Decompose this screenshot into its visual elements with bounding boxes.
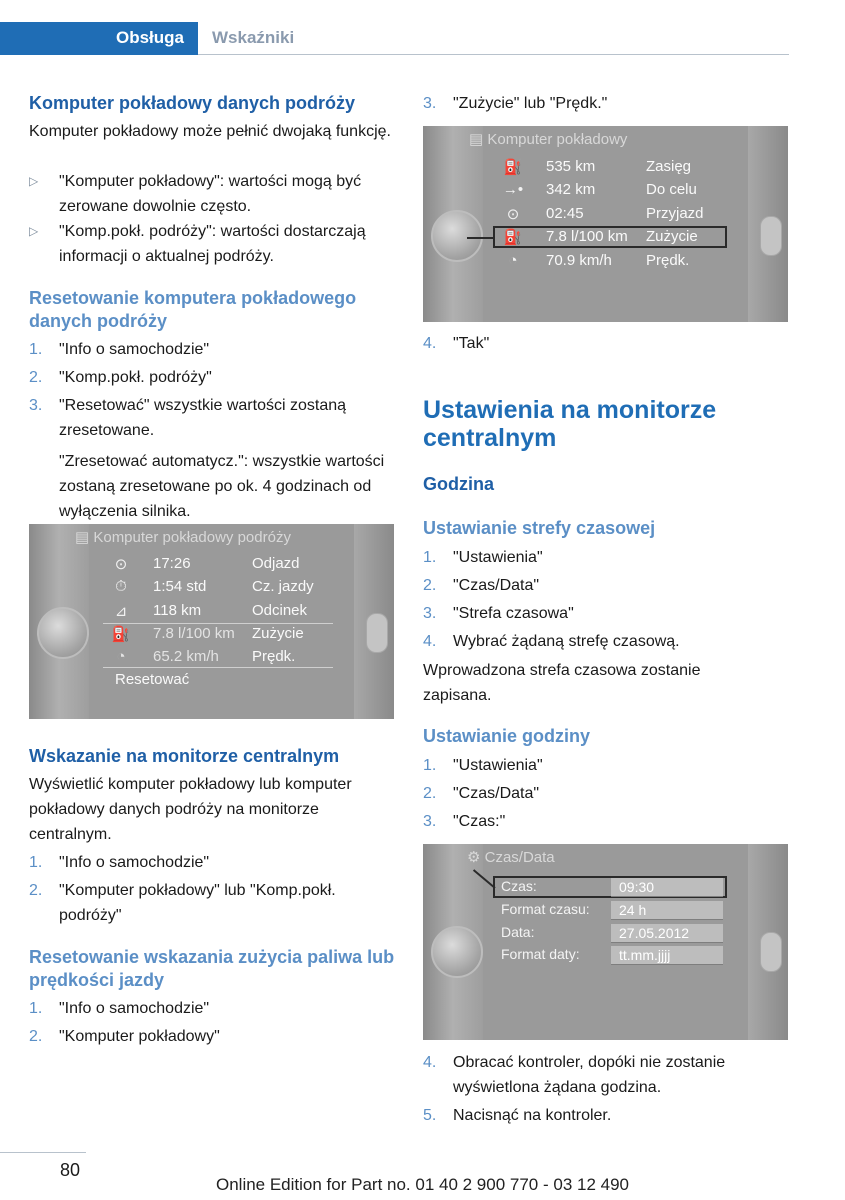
controller-knob-icon	[431, 210, 483, 262]
reset-action[interactable]: Resetować	[115, 671, 190, 688]
footer-divider	[0, 1152, 86, 1153]
stopwatch-icon: ⏱	[115, 578, 127, 595]
menu-icon: ▤	[469, 131, 488, 148]
speedometer-icon: ◔	[116, 648, 126, 665]
list-item: ▷ "Komputer pokładowy": wartości mogą być zerowane dowolnie często.	[29, 169, 396, 219]
date-format-field[interactable]: tt.mm.jjjj	[611, 946, 723, 965]
screen-label: Cz. jazdy	[252, 578, 314, 595]
list-item: 4. Wybrać żądaną strefę czasową.	[423, 633, 680, 650]
list-item: 1. "Info o samochodzie"	[29, 341, 210, 358]
departure-icon: ⊙	[114, 556, 128, 573]
display-steps-list	[29, 850, 396, 928]
side-button-icon	[366, 613, 388, 653]
pointer-line	[467, 237, 495, 239]
step-3	[423, 91, 768, 116]
fuel-pump-icon: ⛽	[503, 229, 523, 246]
section-heading: Ustawienia na monitorze centralnym	[423, 396, 717, 452]
list-item: 1. "Ustawienia"	[423, 549, 543, 566]
screen-label: Do celu	[646, 181, 697, 198]
fuel-pump-icon: ⛽	[111, 626, 131, 643]
trip-bullet-list	[29, 169, 396, 269]
trip-computer-screen	[29, 524, 394, 719]
list-item: 2. "Komp.pokł. podróży"	[29, 369, 212, 386]
screen-title: ▤ Komputer pokładowy podróży	[75, 529, 291, 546]
header-divider	[198, 54, 789, 55]
screen-label: Odjazd	[252, 555, 300, 572]
time-steps-list	[423, 753, 768, 834]
screen-title: ⚙ Czas/Data	[467, 849, 555, 866]
list-item: 5. Nacisnąć na kontroler.	[423, 1107, 612, 1124]
timezone-heading: Ustawianie strefy czasowej	[423, 518, 656, 538]
time-field[interactable]: 09:30	[611, 878, 723, 897]
list-item: 1. "Ustawienia"	[423, 757, 543, 774]
step-4	[423, 331, 768, 356]
list-item: 3. "Resetować" wszystkie wartości zostaną zresetowane.	[29, 397, 347, 439]
screen-value: 65.2 km/h	[153, 648, 219, 665]
onboard-computer-screen	[423, 126, 788, 322]
subsection-heading: Godzina	[423, 474, 494, 494]
tab-obsluga: Obsługa	[0, 22, 198, 55]
field-label: Format czasu:	[501, 901, 590, 917]
list-item: 2. "Komputer pokładowy" lub "Komp.pokł. podróży"	[29, 882, 336, 924]
screen-label: Odcinek	[252, 602, 308, 619]
side-button-icon	[760, 216, 782, 256]
timezone-note: Wprowadzona strefa czasowa zostanie zapisana.	[423, 662, 701, 704]
list-item: 1. "Info o samochodzie"	[29, 1000, 210, 1017]
controller-knob-icon	[37, 607, 89, 659]
bullet-triangle-icon: ▷	[29, 174, 39, 188]
list-item: 2. "Komputer pokładowy"	[29, 1028, 220, 1045]
field-label: Data:	[501, 924, 535, 940]
list-item: 2. "Czas/Data"	[423, 785, 540, 802]
field-label: Czas:	[501, 878, 537, 894]
destination-arrow-icon: →•	[502, 181, 524, 198]
screen-label: Prędk.	[646, 252, 690, 269]
menu-icon: ▤	[75, 529, 94, 546]
screen-label: Zużycie	[252, 625, 304, 642]
trip-computer-heading: Komputer pokładowy danych podróży	[29, 93, 356, 113]
reset-fuel-steps-list	[29, 996, 396, 1049]
screen-value: 118 km	[153, 602, 202, 619]
bullet-triangle-icon: ▷	[29, 224, 39, 238]
time-format-field[interactable]: 24 h	[611, 901, 723, 920]
screen-label: Zasięg	[646, 158, 692, 175]
reset-steps-list	[29, 337, 396, 524]
screen-label: Przyjazd	[646, 205, 704, 222]
fuel-range-icon: ⛽	[503, 159, 523, 176]
list-item: ▷ "Komp.pokł. podróży": wartości dostarczają informacji o aktualnej podróży.	[29, 219, 396, 269]
list-item: 3. "Zużycie" lub "Prędk."	[423, 95, 608, 112]
timezone-steps-list	[423, 545, 768, 654]
settings-gear-icon: ⚙	[467, 849, 485, 866]
side-button-icon	[760, 932, 782, 972]
list-item: 3. "Strefa czasowa"	[423, 605, 574, 622]
screen-title: ▤ Komputer pokładowy	[469, 131, 628, 148]
list-item: 1. "Info o samochodzie"	[29, 854, 210, 871]
reset-fuel-heading: Resetowanie wskazania zużycia paliwa lub prędkości jazdy	[29, 947, 395, 990]
tab-wskazniki: Wskaźniki	[212, 28, 295, 47]
edition-note: Online Edition for Part no. 01 40 2 900 770 - 03 12 490	[215, 1175, 629, 1194]
speedometer-icon: ◔	[508, 252, 518, 269]
display-heading: Wskazanie na monitorze centralnym	[29, 746, 340, 766]
trip-computer-intro: Komputer pokładowy może pełnić dwojaką funkcję.	[29, 123, 391, 140]
screen-value: 70.9 km/h	[546, 252, 612, 269]
page-number: 80	[60, 1160, 81, 1180]
screen-label: Zużycie	[646, 228, 698, 245]
display-intro: Wyświetlić komputer pokładowy lub komputer pokładowy danych podróży na monitorze centralnym.	[29, 776, 352, 843]
arrival-clock-icon: ⊙	[506, 206, 520, 223]
list-item: 2. "Czas/Data"	[423, 577, 540, 594]
screen-value: 342 km	[546, 181, 596, 198]
reset-trip-heading: Resetowanie komputera pokładowego danych podróży	[29, 288, 357, 331]
reset-note: "Zresetować automatycz.": wszystkie wartości zostaną zresetowane po ok. 4 godzinach od wyłączenia silnika.	[59, 453, 385, 520]
list-item: 3. "Czas:"	[423, 813, 506, 830]
screen-value: 535 km	[546, 158, 596, 175]
datetime-screen	[423, 844, 788, 1040]
screen-label: Prędk.	[252, 648, 296, 665]
screen-value: 7.8 l/100 km	[546, 228, 628, 245]
list-item: 4. "Tak"	[423, 335, 490, 352]
date-field[interactable]: 27.05.2012	[611, 924, 723, 943]
time-heading: Ustawianie godziny	[423, 726, 591, 746]
field-label: Format daty:	[501, 946, 580, 962]
screen-value: 02:45	[546, 205, 584, 222]
screen-value: 1:54 std	[153, 578, 207, 595]
list-item: 4. Obracać kontroler, dopóki nie zostanie wyświetlona żądana godzina.	[423, 1054, 726, 1096]
final-steps-list	[423, 1050, 768, 1128]
controller-knob-icon	[431, 926, 483, 978]
distance-icon: ⊿	[114, 603, 128, 620]
screen-value: 17:26	[153, 555, 191, 572]
screen-value: 7.8 l/100 km	[153, 625, 235, 642]
